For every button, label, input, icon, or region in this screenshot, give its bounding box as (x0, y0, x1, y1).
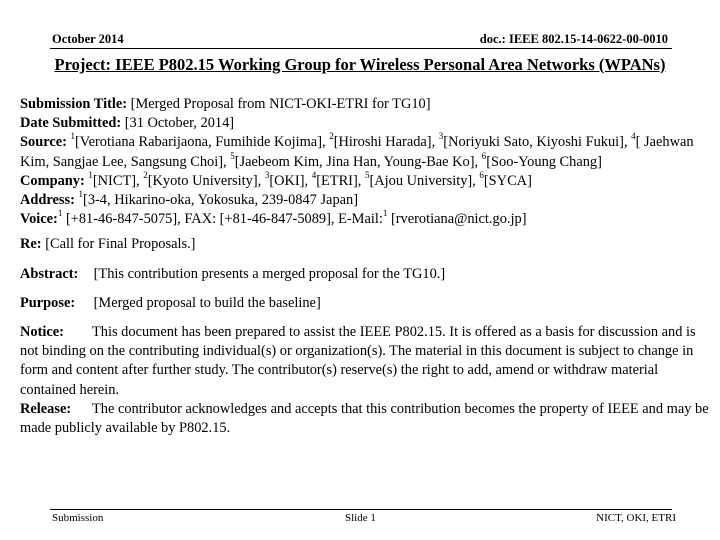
re-line (20, 235, 715, 254)
address-label: Address: (20, 192, 75, 209)
voice-label: Voice: (20, 211, 58, 228)
source-group-2: [Hiroshi Harada], (333, 134, 439, 151)
header-doc-id: doc.: IEEE 802.15-14-0622-00-0010 (479, 32, 668, 46)
source-ref-6: 6 (481, 150, 487, 161)
document-body (20, 95, 715, 438)
source-ref-4: 4 (631, 131, 636, 142)
footer-rule (50, 509, 672, 510)
company-ref-4: 4 (311, 169, 317, 180)
voice-ref-1: 1 (57, 208, 63, 219)
release-label: Release: (20, 400, 72, 417)
company-label: Company: (20, 172, 85, 189)
company-6: [SYCA] (483, 172, 532, 189)
source-ref-1: 1 (70, 131, 76, 142)
notice-text: This document has been prepared to assist the IEEE P802.15. It is offered as a basis for discussion and is not binding on the contributing individual(s) or organization(s). The material in this document is subject to change in form and content after further study. The contributor(s) reserve(s) the right to add, amend or withdraw material contained herein. (20, 324, 696, 398)
company-ref-6: 6 (479, 169, 484, 180)
page-title: Project: IEEE P802.15 Working Group for Wireless Personal Area Networks (WPANs) (54, 55, 666, 74)
header-rule (50, 48, 672, 49)
submission-title-label: Submission Title: (20, 96, 128, 112)
company-ref-1: 1 (88, 169, 93, 180)
release-text: The contributor acknowledges and accepts that this contribution becomes the property of IEEE and may be made publicly available by P802.15. (20, 400, 709, 437)
company-line (20, 169, 715, 191)
source-group-4: [ Jaehwan Kim, Sangjae Lee, Sangsung Choi], (20, 134, 694, 170)
purpose-line (20, 294, 715, 313)
address-ref-1: 1 (78, 189, 84, 200)
voice-email: [rverotiana@nict.go.jp] (387, 211, 527, 228)
source-group-3: [Noriyuki Sato, Kiyoshi Fukui], (443, 134, 632, 151)
abstract-line (20, 265, 715, 284)
company-4: [ETRI], (316, 172, 365, 189)
source-label: Source: (20, 134, 67, 151)
purpose-label: Purpose: (20, 294, 76, 311)
re-value: [Call for Final Proposals.] (45, 236, 196, 253)
company-ref-3: 3 (264, 169, 270, 180)
date-submitted-value: [31 October, 2014] (124, 115, 235, 132)
abstract-label: Abstract: (20, 265, 79, 282)
footer-organizations: NICT, OKI, ETRI (596, 512, 676, 524)
source-ref-2: 2 (329, 131, 334, 142)
email-ref-1: 1 (382, 208, 388, 219)
footer-submission: Submission (52, 512, 104, 524)
submission-title-line (20, 95, 715, 114)
source-group-1: [Verotiana Rabarijaona, Fumihide Kojima], (75, 134, 330, 151)
re-label: Re: (20, 236, 42, 253)
company-5: [Ajou University], (369, 172, 480, 189)
abstract-value: [This contribution presents a merged proposal for the TG10.] (93, 265, 446, 282)
purpose-value: [Merged proposal to build the baseline] (93, 294, 321, 311)
submission-title-value: [Merged Proposal from NICT-OKI-ETRI for TG10] (130, 96, 431, 112)
address-line (20, 191, 715, 210)
company-ref-5: 5 (364, 169, 370, 180)
footer-slide-number: Slide 1 (345, 512, 376, 524)
source-line (20, 133, 715, 171)
source-ref-3: 3 (438, 131, 444, 142)
release-paragraph (20, 400, 715, 438)
company-ref-2: 2 (143, 169, 148, 180)
source-group-6: [Soo-Young Chang] (486, 153, 602, 170)
date-submitted-line (20, 114, 715, 133)
source-ref-5: 5 (230, 150, 235, 161)
date-submitted-label: Date Submitted: (20, 115, 122, 132)
company-1: [NICT], (92, 172, 144, 189)
company-2: [Kyoto University], (147, 172, 265, 189)
notice-label: Notice: (20, 324, 64, 341)
source-group-5: [Jaebeom Kim, Jina Han, Young-Bae Ko], (234, 153, 482, 170)
voice-phone-fax: [+81-46-847-5075], FAX: [+81-46-847-5089], E-Mail: (62, 211, 383, 228)
notice-paragraph (20, 323, 715, 400)
voice-line (20, 210, 715, 229)
address-value: [3-4, Hikarino-oka, Yokosuka, 239-0847 Japan] (83, 192, 359, 209)
header-date: October 2014 (52, 32, 124, 46)
company-3: [OKI], (269, 172, 312, 189)
